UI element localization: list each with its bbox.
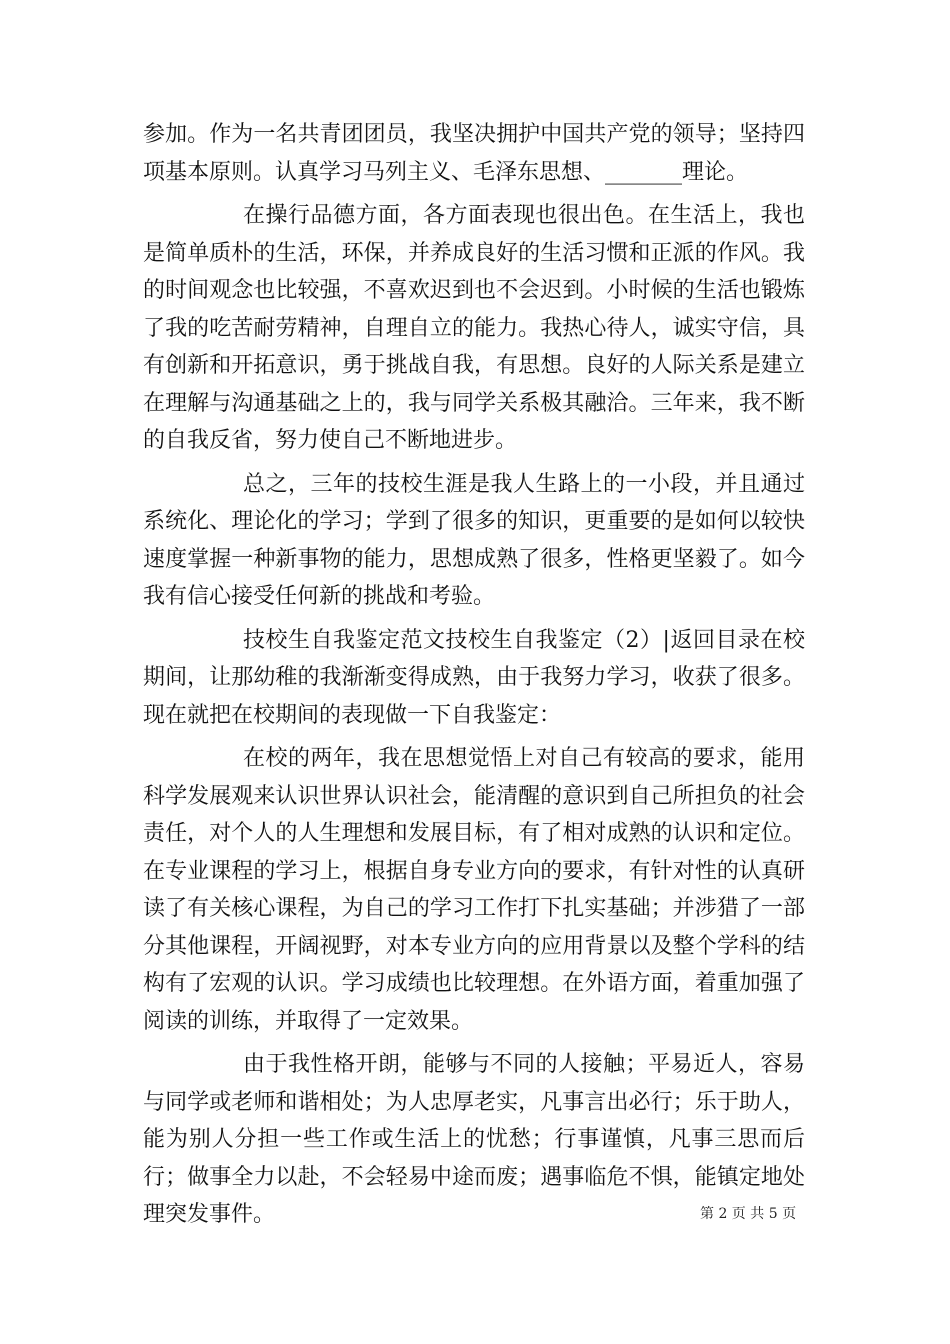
- page-number-footer: 第 2 页 共 5 页: [700, 1206, 797, 1222]
- document-body: [143, 116, 805, 1240]
- paragraph-2: 在操行品德方面，各方面表现也很出色。在生活上，我也是简单质朴的生活，环保，并养成良好的生活习惯和正派的作风。我的时间观念也比较强，不喜欢迟到也不会迟到。小时候的生活也锻炼了我的吃苦耐劳精神，自理自立的能力。我热心待人，诚实守信，具有创新和开拓意识，勇于挑战自我，有思想。良好的人际关系是建立在理解与沟通基础之上的，我与同学关系极其融洽。三年来，我不断的自我反省，努力使自己不断地进步。: [143, 203, 805, 453]
- paragraph-1: 参加。作为一名共青团团员，我坚决拥护中国共产党的领导；坚持四项基本原则。认真学习马列主义、毛泽东思想、_______理论。: [143, 122, 805, 185]
- paragraph-4: 技校生自我鉴定范文技校生自我鉴定（2）|返回目录在校期间，让那幼稚的我渐渐变得成熟，由于我努力学习，收获了很多。现在就把在校期间的表现做一下自我鉴定：: [143, 627, 805, 728]
- paragraph-6: 由于我性格开朗，能够与不同的人接触；平易近人，容易与同学或老师和谐相处；为人忠厚老实，凡事言出必行；乐于助人，能为别人分担一些工作或生活上的忧愁；行事谨慎，凡事三思而后行；做事全力以赴，不会轻易中途而废；遇事临危不惧，能镇定地处理突发事件。: [143, 1052, 805, 1227]
- paragraph-3: 总之，三年的技校生涯是我人生路上的一小段，并且通过系统化、理论化的学习；学到了很多的知识，更重要的是如何以较快速度掌握一种新事物的能力，思想成熟了很多，性格更坚毅了。如今我有信心接受任何新的挑战和考验。: [143, 471, 805, 609]
- paragraph-5: 在校的两年，我在思想觉悟上对自己有较高的要求，能用科学发展观来认识世界认识社会，能清醒的意识到自己所担负的社会责任，对个人的人生理想和发展目标，有了相对成熟的认识和定位。在专业课程的学习上，根据自身专业方向的要求，有针对性的认真研读了有关核心课程，为自己的学习工作打下扎实基础；并涉猎了一部分其他课程，开阔视野，对本专业方向的应用背景以及整个学科的结构有了宏观的认识。学习成绩也比较理想。在外语方面，着重加强了阅读的训练，并取得了一定效果。: [143, 746, 805, 1034]
